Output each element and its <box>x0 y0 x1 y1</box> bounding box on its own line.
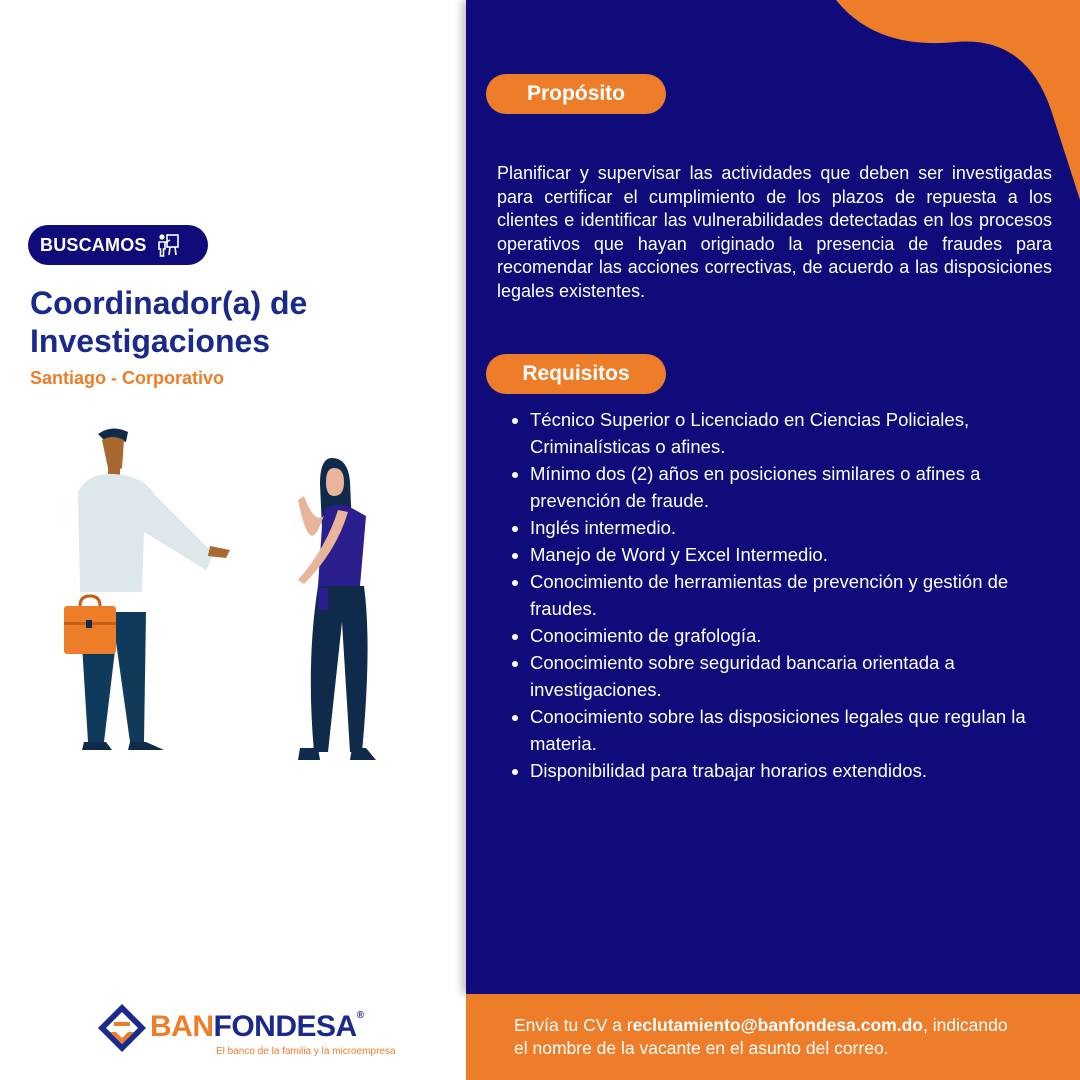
list-item: • Disponibilidad para trabajar horarios extendidos. <box>530 757 1070 784</box>
job-title-line1: Coordinador(a) de <box>30 285 308 321</box>
list-item: • Conocimiento de grafología. <box>530 622 1070 649</box>
woman-figure <box>298 458 376 760</box>
right-panel <box>466 0 1080 994</box>
handshake-illustration <box>50 420 390 770</box>
footer-email-link[interactable]: eclutamiento@banfondesa.com.do <box>632 1015 923 1035</box>
job-location: Santiago - Corporativo <box>30 368 225 388</box>
list-item: • Mínimo dos (2) años en posiciones similares o afines a prevención de fraude. <box>530 460 1070 514</box>
list-item: • Técnico Superior o Licenciado en Ciencias Policiales, Criminalísticas o afines. <box>530 406 1070 460</box>
logo-ban: BAN <box>150 1010 214 1043</box>
purpose-heading: Propósito <box>486 74 666 114</box>
footer-prefix: Envía tu CV a r <box>514 1015 633 1035</box>
purpose-text: Planificar y supervisar las actividades que deben ser investigadas para certificar el cumplimiento de los plazos de repuesta a los clientes e identificar las vulnerabilidades detectadas en los procesos operativos que hayan originado la presencia de fraudes para recomendar las acciones correctivas, de acuerdo a las disposiciones legales existentes. <box>497 163 1052 301</box>
job-title-line2: Investigaciones <box>30 323 271 359</box>
presenter-icon <box>157 233 179 257</box>
footer-bar <box>466 994 1080 1080</box>
footer-text <box>514 1014 1054 1060</box>
list-item: • Inglés intermedio. <box>530 514 1070 541</box>
logo-wordmark <box>150 1010 364 1044</box>
logo-fondesa: FONDESA <box>213 1010 357 1043</box>
requirements-heading: Requisitos <box>486 354 666 394</box>
footer-line2: el nombre de la vacante en el asunto del correo. <box>514 1038 889 1058</box>
list-item: • Manejo de Word y Excel Intermedio. <box>530 541 1070 568</box>
footer-suffix: , indicando <box>922 1015 1008 1035</box>
list-item: • Conocimiento de herramientas de prevención y gestión de fraudes. <box>530 568 1070 622</box>
logo-registered: ® <box>356 1010 364 1021</box>
man-figure <box>64 428 230 750</box>
list-item: • Conocimiento sobre las disposiciones legales que regulan la materia. <box>530 703 1070 757</box>
logo-tagline: El banco de la familia y la microempresa <box>216 1046 396 1057</box>
badge-label: BUSCAMOS <box>40 234 147 255</box>
job-title <box>30 284 450 360</box>
requirements-list <box>512 406 1070 784</box>
left-panel <box>0 0 466 1080</box>
list-item: • Conocimiento sobre seguridad bancaria orientada a investigaciones. <box>530 649 1070 703</box>
banfondesa-logo-icon <box>96 1002 148 1054</box>
buscamos-badge <box>28 225 208 265</box>
